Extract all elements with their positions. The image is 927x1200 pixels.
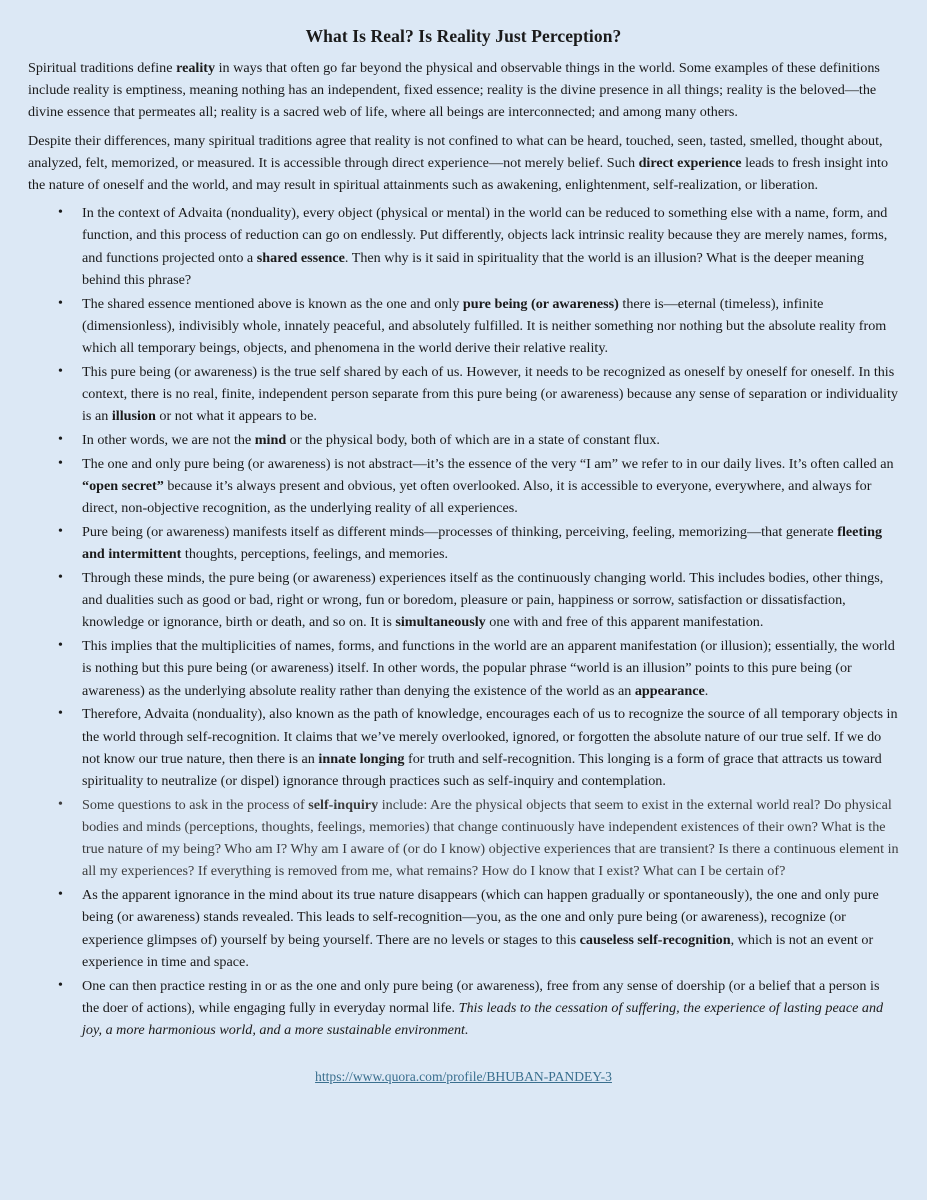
text-run: In the context of Advaita (nonduality), every object (physical or mental) in the world can be reduced to something else with a name, form, and function, and this process of reduction can go on endlessly. Put differently, objects lack intrinsic reality because they are merely names, forms, and functions projected onto a bbox=[82, 205, 888, 266]
footer bbox=[28, 1069, 899, 1085]
text-run: one with and free of this apparent manifestation. bbox=[485, 614, 764, 631]
text-run: The shared essence mentioned above is known as the one and only bbox=[82, 295, 463, 312]
list-item bbox=[82, 794, 899, 883]
bold-text: self-inquiry bbox=[308, 796, 379, 813]
list-item bbox=[82, 361, 899, 428]
text-run: Some questions to ask in the process of bbox=[82, 796, 309, 813]
text-run: or not what it appears to be. bbox=[155, 408, 317, 425]
intro-section bbox=[28, 57, 899, 196]
text-run: Spiritual traditions define bbox=[28, 60, 177, 76]
text-run: Pure being (or awareness) manifests itself as different minds—processes of thinking, perceiving, feeling, memorizing—that generate bbox=[82, 524, 838, 541]
bold-text: fleeting and intermittent bbox=[82, 524, 883, 563]
bold-text: shared essence bbox=[256, 249, 345, 266]
bold-text: causeless self-recognition bbox=[579, 931, 731, 948]
text-run: there is—eternal (timeless), infinite (dimensionless), indivisibly whole, innately peaceful, and absolutely fulfilled. It is neither something nor nothing but the absolute reality from which all temporary beings, objects, and phenomena in the world derive their relative reality. bbox=[82, 295, 887, 357]
text-run: One can then practice resting in or as the one and only pure being (or awareness), free from any sense of doership (or a belief that a person is the doer of actions), while engaging fully in everyday normal life. bbox=[82, 977, 880, 1016]
list-item bbox=[82, 293, 899, 360]
page-title: What Is Real? Is Reality Just Perception? bbox=[305, 26, 622, 46]
text-run: leads to fresh insight into the nature of oneself and the world, and may result in spiritual attainments such as awakening, enlightenment, self-realization, or liberation. bbox=[28, 154, 889, 194]
bold-text: pure being (or awareness) bbox=[462, 295, 619, 312]
bold-text: mind bbox=[254, 432, 287, 449]
text-run: As the apparent ignorance in the mind about its true nature disappears (which can happen gradually or spontaneously), the one and only pure being (or awareness) stands revealed. This leads to self-recognition—you, as the one and only pure being (or awareness), recognize (or experience glimpses of) yourself by being yourself. There are no levels or stages to this bbox=[82, 887, 879, 948]
text-run: in ways that often go far beyond the physical and observable things in the world. Some examples of these definitions include reality is emptiness, meaning nothing has an independent, fixed essence; reality is the divine presence in all things; reality is the beloved—the divine essence that permeates all; reality is a sacred web of life, where all beings are interconnected; and among many others. bbox=[28, 60, 880, 121]
list-item bbox=[82, 429, 899, 451]
intro-paragraph bbox=[28, 130, 899, 197]
list-item bbox=[82, 703, 899, 792]
text-run: Through these minds, the pure being (or awareness) experiences itself as the continuously changing world. This includes bodies, other things, and dualities such as good or bad, right or wrong, fun or boredom, pleasure or pain, happiness or sorrow, satisfaction or dissatisfaction, knowledge or ignorance, birth or death, and so on. It is bbox=[82, 570, 884, 631]
profile-link[interactable]: https://www.quora.com/profile/BHUBAN-PANDEY-3 bbox=[315, 1069, 612, 1085]
text-run: Therefore, Advaita (nonduality), also known as the path of knowledge, encourages each of us to recognize the source of all temporary objects in the world through self-recognition. It claims that we’ve merely overlooked, ignored, or forgotten the absolute nature of our true self. If we do not know our true nature, then there is an bbox=[82, 706, 898, 767]
list-item bbox=[82, 635, 899, 702]
list-item bbox=[82, 453, 899, 520]
text-run: or the physical body, both of which are in a state of constant flux. bbox=[286, 432, 660, 449]
text-run: This pure being (or awareness) is the true self shared by each of us. However, it needs to be recognized as oneself by oneself for oneself. In this context, there is no real, finite, independent person separate from this pure being (or awareness) because any sense of separation or individuality is an bbox=[82, 363, 898, 425]
text-run: for truth and self-recognition. This longing is a form of grace that attracts us toward spirituality to neutralize (or dispel) ignorance through practices such as self-inquiry and contemplation. bbox=[82, 750, 882, 790]
list-item bbox=[82, 521, 899, 565]
text-run: Despite their differences, many spiritual traditions agree that reality is not confined to what can be heard, touched, seen, tasted, smelled, thought about, analyzed, felt, memorized, or measured. It is accessible through direct experience—not merely belief. Such bbox=[28, 132, 883, 171]
intro-paragraph bbox=[28, 57, 899, 124]
text-run: . Then why is it said in spirituality that the world is an illusion? What is the deeper meaning behind this phrase? bbox=[82, 249, 864, 288]
bullet-list bbox=[28, 202, 899, 1041]
bold-text: appearance bbox=[634, 682, 705, 699]
bold-text: illusion bbox=[111, 408, 156, 425]
list-item bbox=[82, 567, 899, 634]
bold-text: direct experience bbox=[638, 154, 742, 171]
text-run: , which is not an event or experience in time and space. bbox=[82, 931, 874, 970]
list-item bbox=[82, 202, 899, 291]
text-run: include: Are the physical objects that seem to exist in the external world real? Do physical bodies and minds (perceptions, thoughts, feelings, memories) that change continuously have independent existences of their own? What is the true nature of my being? Who am I? Why am I aware of (or do I know) objective experiences that are transient? Is there a continuous element in all my experiences? If everything is removed from me, what remains? How do I know that I exist? What can I be certain of? bbox=[82, 796, 899, 880]
list-item bbox=[82, 884, 899, 973]
text-run: because it’s always present and obvious, yet often overlooked. Also, it is accessible to everyone, everywhere, and always for direct, non-objective recognition, as the underlying reality of all experiences. bbox=[82, 478, 872, 517]
bold-text: “open secret” bbox=[82, 478, 164, 495]
text-run: This implies that the multiplicities of names, forms, and functions in the world are an apparent manifestation (or illusion); essentially, the world is nothing but this pure being (or awareness) itself. In other words, the popular phrase “world is an illusion” points to this pure being (or awareness) as the underlying absolute reality rather than denying the existence of the world as an bbox=[82, 638, 895, 699]
bold-text: innate longing bbox=[318, 750, 405, 767]
text-run: The one and only pure being (or awareness) is not abstract—it’s the essence of the very “I am” we refer to in our daily lives. It’s often called an bbox=[82, 455, 894, 472]
italic-text: This leads to the cessation of suffering, the experience of lasting peace and joy, a more harmonious world, and a more sustainable environment. bbox=[82, 999, 884, 1039]
list-item bbox=[82, 975, 899, 1042]
bold-text: simultaneously bbox=[395, 614, 486, 631]
text-run: thoughts, perceptions, feelings, and memories. bbox=[181, 546, 449, 563]
text-run: In other words, we are not the bbox=[82, 432, 255, 449]
bold-text: reality bbox=[176, 60, 216, 76]
text-run: . bbox=[704, 682, 709, 699]
